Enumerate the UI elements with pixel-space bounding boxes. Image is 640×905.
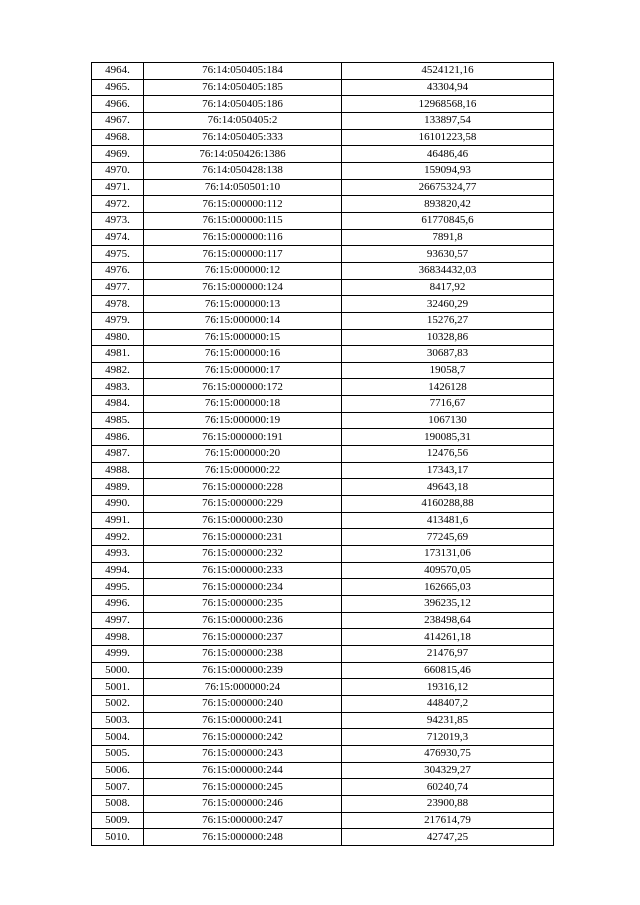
table-row (92, 795, 554, 812)
row-number-cell: 4968. (92, 129, 144, 146)
row-number-cell: 4977. (92, 279, 144, 296)
table-row (92, 112, 554, 129)
table-row (92, 396, 554, 413)
cadastral-number-cell: 76:15:000000:112 (144, 196, 342, 213)
row-number-cell: 4992. (92, 529, 144, 546)
table-row (92, 79, 554, 96)
table-row (92, 612, 554, 629)
row-number-cell: 4970. (92, 162, 144, 179)
row-number-cell: 4997. (92, 612, 144, 629)
value-cell: 238498,64 (342, 612, 554, 629)
value-cell: 32460,29 (342, 296, 554, 313)
table-row (92, 346, 554, 363)
table-row (92, 662, 554, 679)
value-cell: 93630,57 (342, 246, 554, 263)
value-cell: 448407,2 (342, 695, 554, 712)
row-number-cell: 4994. (92, 562, 144, 579)
cadastral-number-cell: 76:15:000000:240 (144, 695, 342, 712)
cadastral-number-cell: 76:14:050426:1386 (144, 146, 342, 163)
cadastral-number-cell: 76:15:000000:246 (144, 795, 342, 812)
table-row (92, 296, 554, 313)
cadastral-number-cell: 76:15:000000:237 (144, 629, 342, 646)
row-number-cell: 4973. (92, 212, 144, 229)
value-cell: 19058,7 (342, 362, 554, 379)
row-number-cell: 4984. (92, 396, 144, 413)
value-cell: 304329,27 (342, 762, 554, 779)
row-number-cell: 4980. (92, 329, 144, 346)
value-cell: 4524121,16 (342, 63, 554, 80)
row-number-cell: 4964. (92, 63, 144, 80)
cadastral-number-cell: 76:15:000000:230 (144, 512, 342, 529)
table-row (92, 196, 554, 213)
table-body (92, 63, 554, 846)
cadastral-number-cell: 76:15:000000:20 (144, 446, 342, 463)
value-cell: 23900,88 (342, 795, 554, 812)
table-row (92, 496, 554, 513)
row-number-cell: 4969. (92, 146, 144, 163)
cadastral-number-cell: 76:15:000000:116 (144, 229, 342, 246)
table-row (92, 679, 554, 696)
table-row (92, 412, 554, 429)
value-cell: 190085,31 (342, 429, 554, 446)
table-row (92, 229, 554, 246)
value-cell: 10328,86 (342, 329, 554, 346)
cadastral-number-cell: 76:15:000000:15 (144, 329, 342, 346)
cadastral-number-cell: 76:15:000000:19 (144, 412, 342, 429)
value-cell: 159094,93 (342, 162, 554, 179)
cadastral-number-cell: 76:15:000000:231 (144, 529, 342, 546)
cadastral-number-cell: 76:15:000000:238 (144, 645, 342, 662)
value-cell: 8417,92 (342, 279, 554, 296)
cadastral-number-cell: 76:15:000000:235 (144, 596, 342, 613)
cadastral-number-cell: 76:15:000000:248 (144, 829, 342, 846)
cadastral-number-cell: 76:14:050501:10 (144, 179, 342, 196)
value-cell: 15276,27 (342, 312, 554, 329)
table-row (92, 262, 554, 279)
cadastral-number-cell: 76:15:000000:191 (144, 429, 342, 446)
cadastral-number-cell: 76:15:000000:228 (144, 479, 342, 496)
row-number-cell: 4986. (92, 429, 144, 446)
cadastral-number-cell: 76:15:000000:229 (144, 496, 342, 513)
table-row (92, 712, 554, 729)
table-row (92, 729, 554, 746)
cadastral-number-cell: 76:15:000000:234 (144, 579, 342, 596)
cadastral-number-cell: 76:15:000000:14 (144, 312, 342, 329)
cadastral-number-cell: 76:15:000000:115 (144, 212, 342, 229)
cadastral-value-table (91, 62, 554, 846)
table-row (92, 246, 554, 263)
cadastral-number-cell: 76:15:000000:16 (144, 346, 342, 363)
table-row (92, 462, 554, 479)
table-row (92, 212, 554, 229)
value-cell: 21476,97 (342, 645, 554, 662)
table-row (92, 162, 554, 179)
value-cell: 30687,83 (342, 346, 554, 363)
table-row (92, 512, 554, 529)
row-number-cell: 4999. (92, 645, 144, 662)
table-row (92, 745, 554, 762)
row-number-cell: 4966. (92, 96, 144, 113)
cadastral-number-cell: 76:15:000000:245 (144, 779, 342, 796)
row-number-cell: 5010. (92, 829, 144, 846)
value-cell: 77245,69 (342, 529, 554, 546)
row-number-cell: 5009. (92, 812, 144, 829)
table-row (92, 546, 554, 563)
row-number-cell: 4974. (92, 229, 144, 246)
cadastral-number-cell: 76:14:050405:184 (144, 63, 342, 80)
value-cell: 36834432,03 (342, 262, 554, 279)
value-cell: 12476,56 (342, 446, 554, 463)
row-number-cell: 4996. (92, 596, 144, 613)
value-cell: 409570,05 (342, 562, 554, 579)
row-number-cell: 4988. (92, 462, 144, 479)
cadastral-number-cell: 76:15:000000:24 (144, 679, 342, 696)
row-number-cell: 4993. (92, 546, 144, 563)
value-cell: 16101223,58 (342, 129, 554, 146)
row-number-cell: 4975. (92, 246, 144, 263)
value-cell: 1426128 (342, 379, 554, 396)
row-number-cell: 4991. (92, 512, 144, 529)
cadastral-number-cell: 76:15:000000:247 (144, 812, 342, 829)
value-cell: 4160288,88 (342, 496, 554, 513)
cadastral-number-cell: 76:15:000000:232 (144, 546, 342, 563)
row-number-cell: 5001. (92, 679, 144, 696)
cadastral-number-cell: 76:14:050405:2 (144, 112, 342, 129)
table-row (92, 362, 554, 379)
table-row (92, 146, 554, 163)
row-number-cell: 5004. (92, 729, 144, 746)
value-cell: 43304,94 (342, 79, 554, 96)
row-number-cell: 5005. (92, 745, 144, 762)
row-number-cell: 4981. (92, 346, 144, 363)
row-number-cell: 4990. (92, 496, 144, 513)
table-row (92, 779, 554, 796)
cadastral-number-cell: 76:15:000000:241 (144, 712, 342, 729)
value-cell: 476930,75 (342, 745, 554, 762)
table-row (92, 429, 554, 446)
table-row (92, 63, 554, 80)
row-number-cell: 5007. (92, 779, 144, 796)
value-cell: 133897,54 (342, 112, 554, 129)
cadastral-number-cell: 76:15:000000:17 (144, 362, 342, 379)
table-row (92, 279, 554, 296)
table-row (92, 579, 554, 596)
cadastral-number-cell: 76:15:000000:172 (144, 379, 342, 396)
row-number-cell: 4967. (92, 112, 144, 129)
row-number-cell: 5000. (92, 662, 144, 679)
table-row (92, 129, 554, 146)
row-number-cell: 5008. (92, 795, 144, 812)
row-number-cell: 4989. (92, 479, 144, 496)
value-cell: 162665,03 (342, 579, 554, 596)
cadastral-number-cell: 76:14:050405:185 (144, 79, 342, 96)
row-number-cell: 4983. (92, 379, 144, 396)
value-cell: 1067130 (342, 412, 554, 429)
value-cell: 94231,85 (342, 712, 554, 729)
value-cell: 49643,18 (342, 479, 554, 496)
value-cell: 660815,46 (342, 662, 554, 679)
value-cell: 217614,79 (342, 812, 554, 829)
cadastral-number-cell: 76:15:000000:243 (144, 745, 342, 762)
cadastral-number-cell: 76:15:000000:236 (144, 612, 342, 629)
cadastral-number-cell: 76:15:000000:233 (144, 562, 342, 579)
value-cell: 7716,67 (342, 396, 554, 413)
cadastral-number-cell: 76:14:050428:138 (144, 162, 342, 179)
table-row (92, 645, 554, 662)
value-cell: 46486,46 (342, 146, 554, 163)
row-number-cell: 4998. (92, 629, 144, 646)
value-cell: 61770845,6 (342, 212, 554, 229)
value-cell: 893820,42 (342, 196, 554, 213)
cadastral-number-cell: 76:15:000000:12 (144, 262, 342, 279)
row-number-cell: 4971. (92, 179, 144, 196)
cadastral-number-cell: 76:15:000000:239 (144, 662, 342, 679)
value-cell: 60240,74 (342, 779, 554, 796)
value-cell: 26675324,77 (342, 179, 554, 196)
value-cell: 7891,8 (342, 229, 554, 246)
table-row (92, 379, 554, 396)
cadastral-number-cell: 76:14:050405:333 (144, 129, 342, 146)
table-row (92, 695, 554, 712)
table-row (92, 562, 554, 579)
cadastral-number-cell: 76:15:000000:18 (144, 396, 342, 413)
row-number-cell: 5006. (92, 762, 144, 779)
row-number-cell: 4978. (92, 296, 144, 313)
cadastral-number-cell: 76:15:000000:117 (144, 246, 342, 263)
table-row (92, 312, 554, 329)
value-cell: 413481,6 (342, 512, 554, 529)
table-row (92, 596, 554, 613)
cadastral-number-cell: 76:15:000000:22 (144, 462, 342, 479)
row-number-cell: 5003. (92, 712, 144, 729)
row-number-cell: 4985. (92, 412, 144, 429)
row-number-cell: 4982. (92, 362, 144, 379)
table-row (92, 629, 554, 646)
row-number-cell: 4965. (92, 79, 144, 96)
row-number-cell: 4976. (92, 262, 144, 279)
table-row (92, 479, 554, 496)
table-row (92, 96, 554, 113)
value-cell: 12968568,16 (342, 96, 554, 113)
row-number-cell: 4972. (92, 196, 144, 213)
table-row (92, 829, 554, 846)
row-number-cell: 4995. (92, 579, 144, 596)
cadastral-number-cell: 76:15:000000:13 (144, 296, 342, 313)
value-cell: 17343,17 (342, 462, 554, 479)
row-number-cell: 4987. (92, 446, 144, 463)
table-row (92, 329, 554, 346)
value-cell: 414261,18 (342, 629, 554, 646)
cadastral-number-cell: 76:15:000000:244 (144, 762, 342, 779)
table-row (92, 762, 554, 779)
table-row (92, 529, 554, 546)
table-row (92, 812, 554, 829)
value-cell: 173131,06 (342, 546, 554, 563)
cadastral-number-cell: 76:15:000000:242 (144, 729, 342, 746)
cadastral-number-cell: 76:15:000000:124 (144, 279, 342, 296)
cadastral-number-cell: 76:14:050405:186 (144, 96, 342, 113)
value-cell: 19316,12 (342, 679, 554, 696)
value-cell: 712019,3 (342, 729, 554, 746)
value-cell: 396235,12 (342, 596, 554, 613)
table-row (92, 446, 554, 463)
row-number-cell: 4979. (92, 312, 144, 329)
value-cell: 42747,25 (342, 829, 554, 846)
table-row (92, 179, 554, 196)
row-number-cell: 5002. (92, 695, 144, 712)
